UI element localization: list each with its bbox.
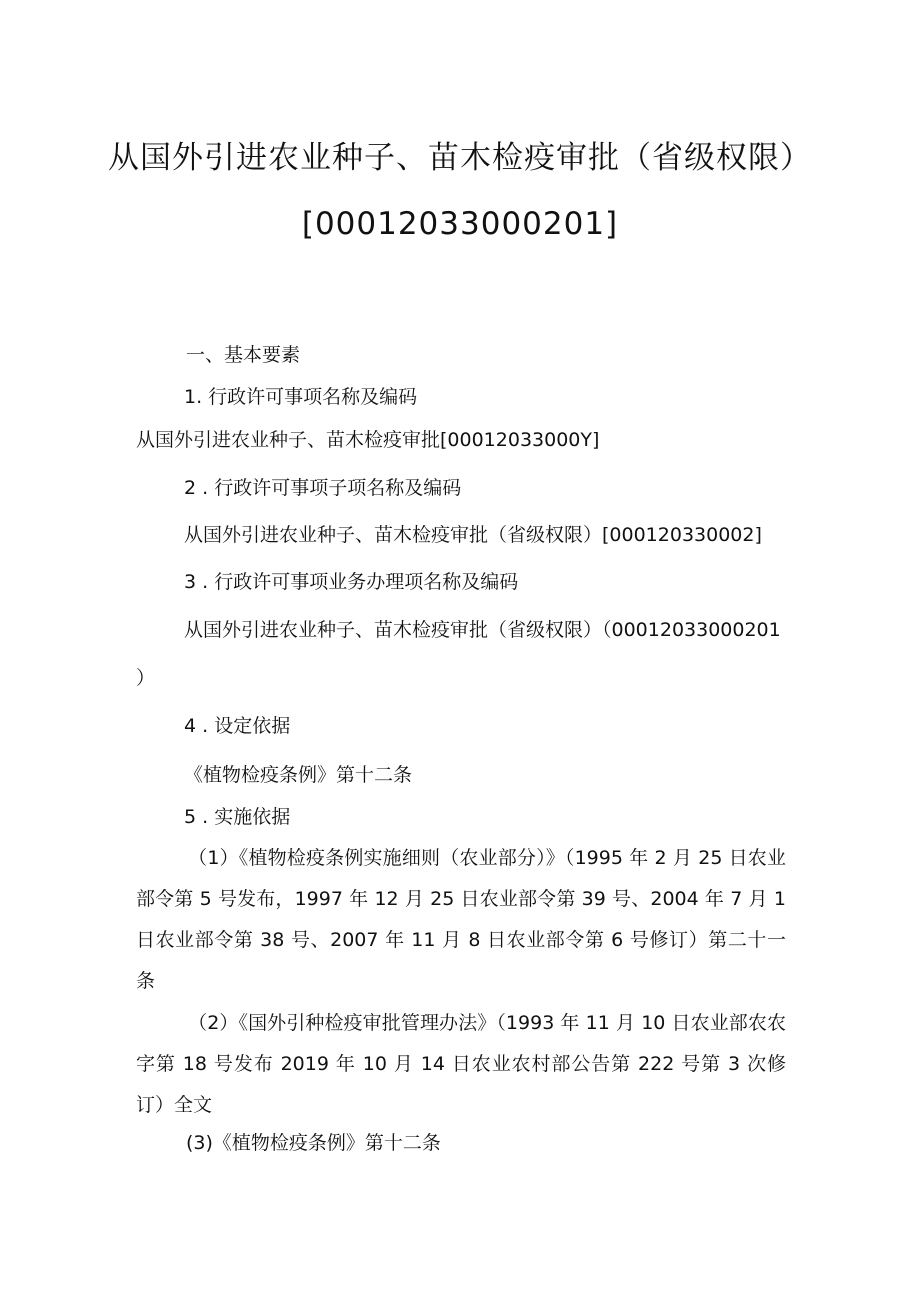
item4-value: 《植物检疫条例》第十二条 [184,764,413,786]
item2-value: 从国外引进农业种子、苗木检疫审批（省级权限）[000120330002] [184,524,762,546]
basis-paragraph-2: （2）《国外引种检疫审批管理办法》（1993 年 11 月 10 日农业部农农字第 18 号发布 2019 年 10 月 14 日农业农村部公告第 222 号第 3 次修订）全文 [136,1012,786,1116]
item3-value-line2: ） [136,667,156,689]
basis-paragraph-1: （1）《植物检疫条例实施细则（农业部分）》（1995 年 2 月 25 日农业部令第 5 号发布，1997 年 12 月 25 日农业部令第 39 号、2004 年 7 月 1 日农业部令第 38 号、2007 年 11 月 8 日农业部令第 6 号修订）第二十一条 [136,847,786,992]
basis-paragraph-3: (3)《植物检疫条例》第十二条 [186,1132,441,1154]
document-title-line2: [00012033000201] [301,206,619,242]
document-title-line1: 从国外引进农业种子、苗木检疫审批（省级权限） [108,140,812,176]
item2-label: 2 . 行政许可事项子项名称及编码 [184,477,462,499]
item1-value: 从国外引进农业种子、苗木检疫审批[00012033000Y] [136,429,600,451]
item3-label: 3 . 行政许可事项业务办理项名称及编码 [184,571,519,593]
item3-value-line1: 从国外引进农业种子、苗木检疫审批（省级权限）（00012033000201 [184,619,781,641]
section-heading: 一、基本要素 [186,344,301,366]
item5-label: 5 . 实施依据 [184,806,291,828]
item4-label: 4 . 设定依据 [184,715,291,737]
item1-label: 1. 行政许可事项名称及编码 [184,386,418,408]
